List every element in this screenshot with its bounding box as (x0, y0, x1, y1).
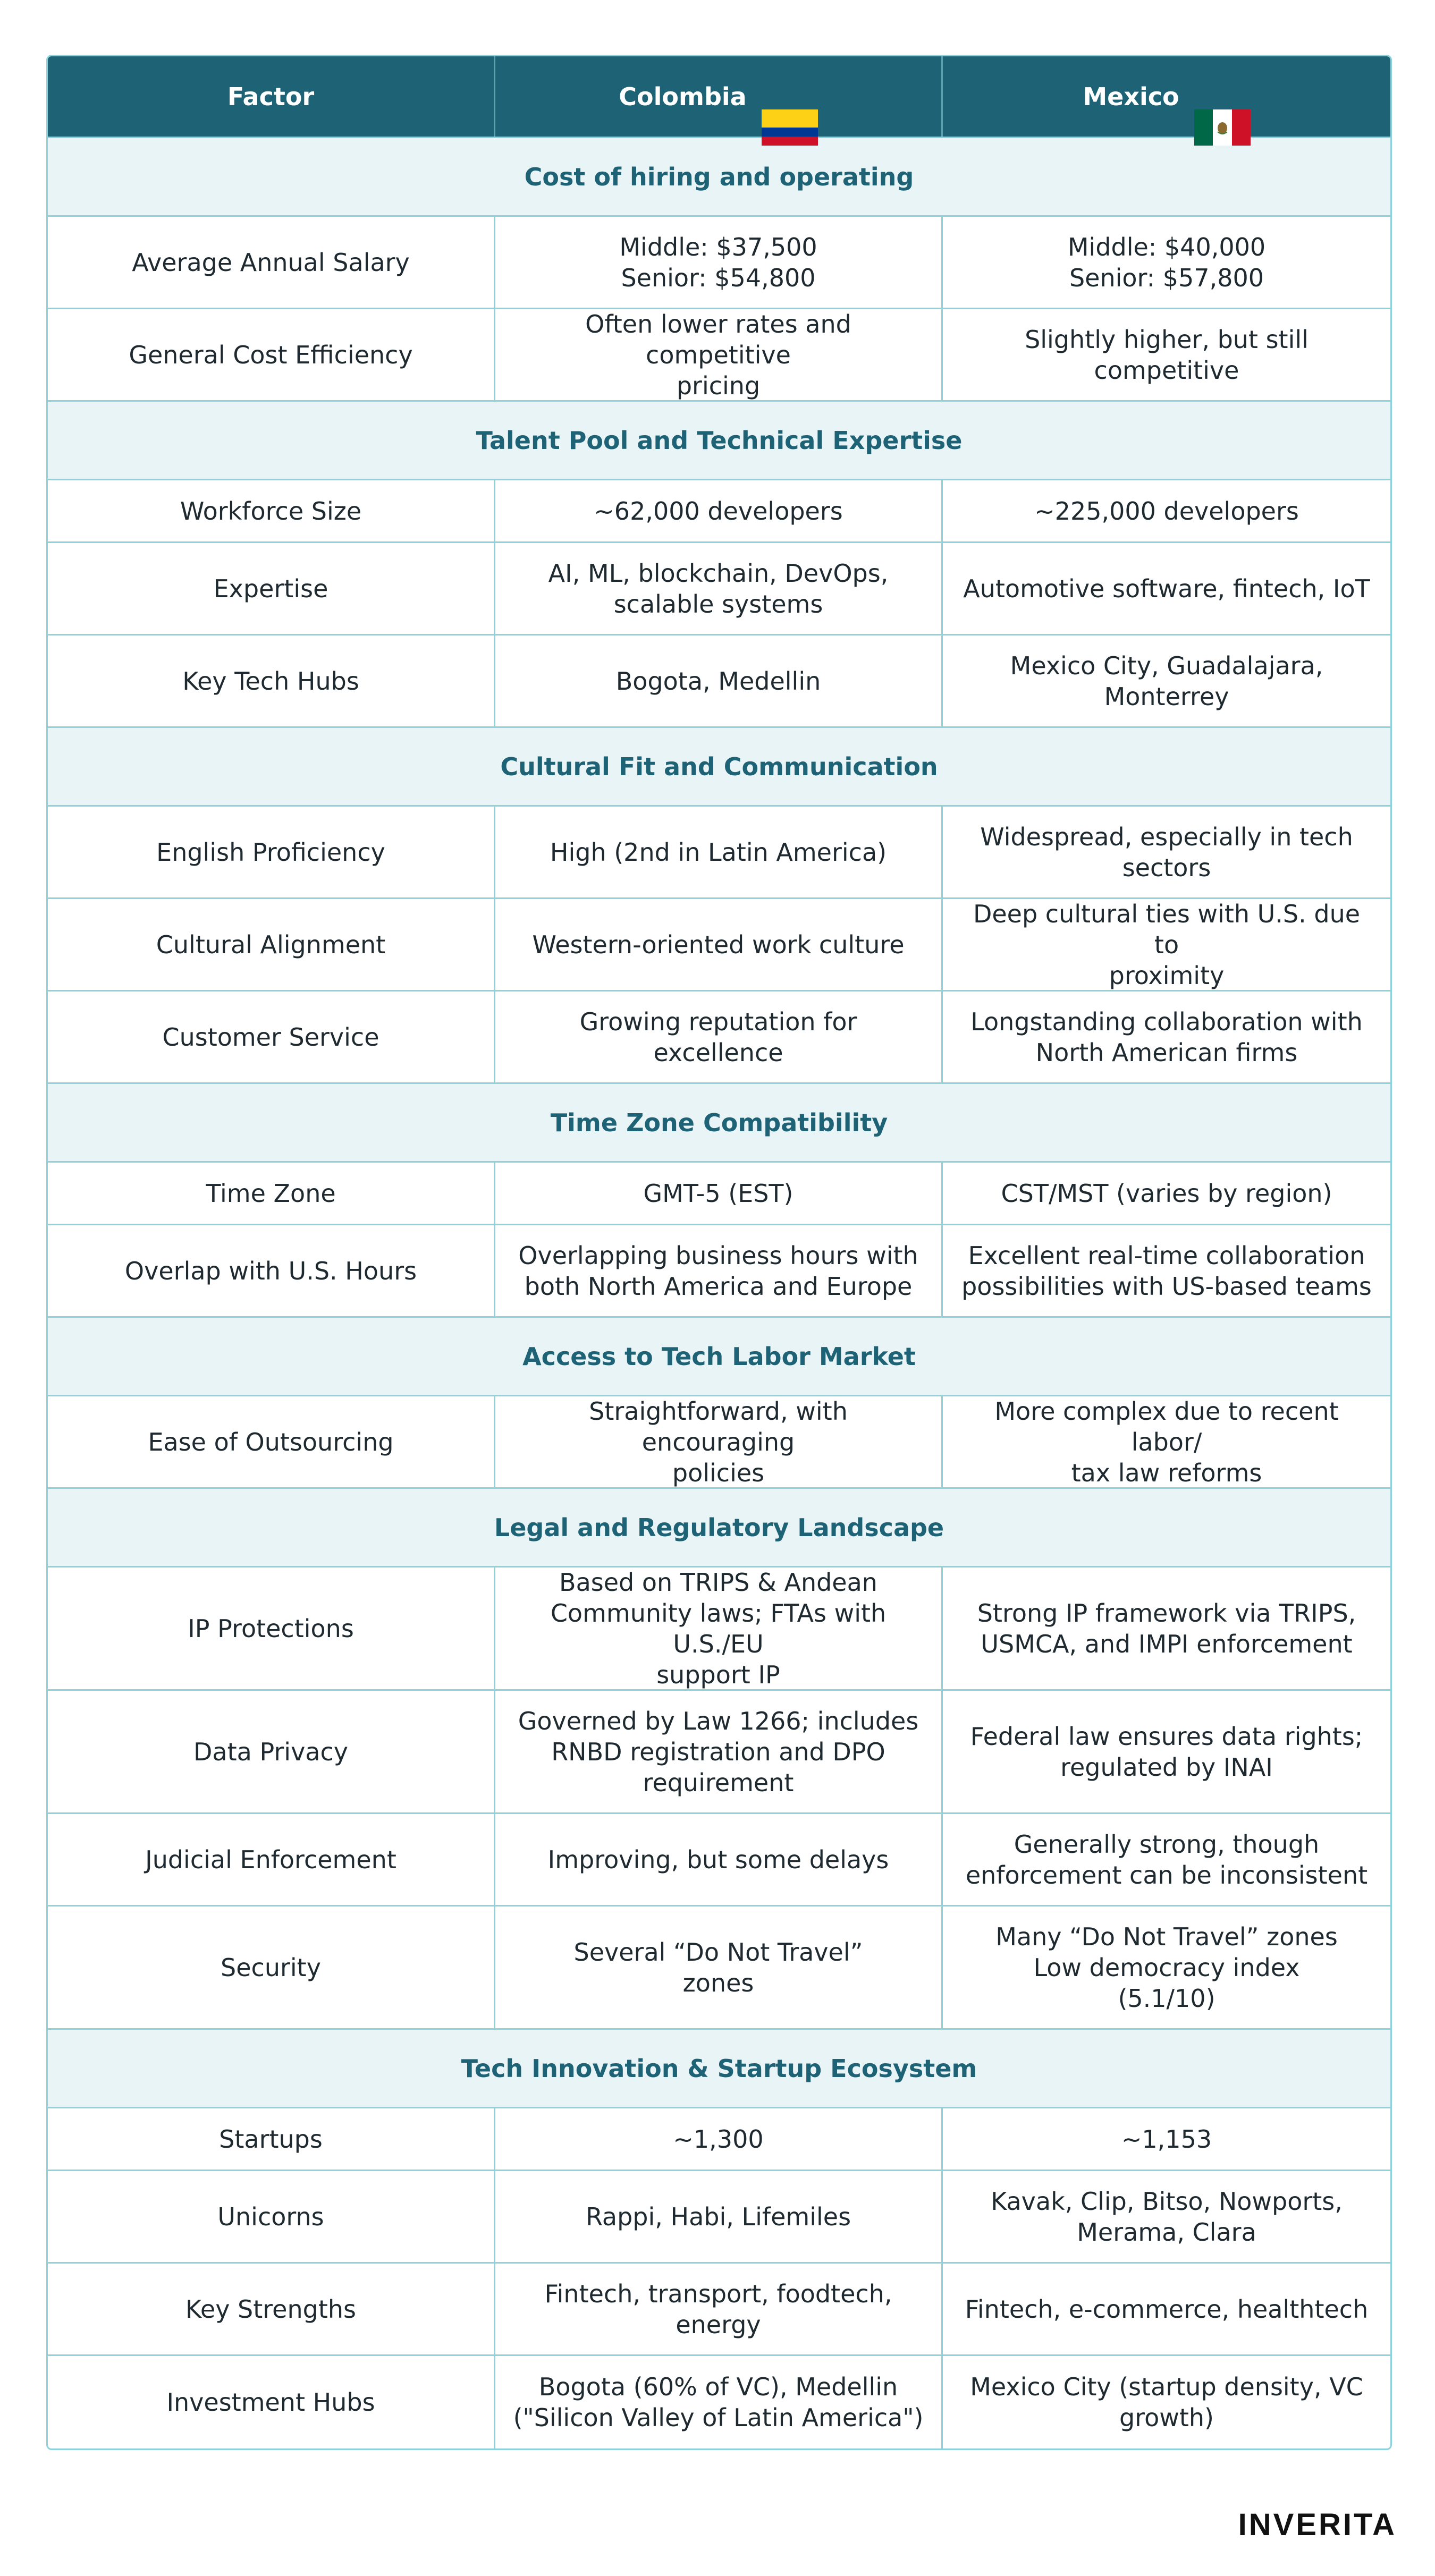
colombia-cell: Overlapping business hours with both North America and Europe (495, 1225, 943, 1316)
mexico-cell: Longstanding collaboration with North American firms (970, 1007, 1363, 1067)
mexico-cell: Kavak, Clip, Bitso, Nowports, Merama, Clara (991, 2187, 1343, 2247)
table-row (48, 309, 1390, 402)
factor-cell: Average Annual Salary (48, 217, 495, 308)
colombia-cell: Governed by Law 1266; includes RNBD registration and DPO requirement (495, 1691, 943, 1812)
table-row (48, 2171, 1390, 2264)
factor-cell: Key Strengths (48, 2264, 495, 2354)
mexico-cell: Generally strong, though enforcement can be inconsistent (965, 1829, 1368, 1889)
colombia-cell: Based on TRIPS & Andean Community laws; FTAs with U.S./EU support IP (495, 1567, 943, 1689)
inverita-logo: INVERITA (1238, 2507, 1397, 2542)
table-row (48, 2356, 1390, 2448)
table-row (48, 899, 1390, 992)
table-row (48, 2264, 1390, 2356)
section-header-row (48, 402, 1390, 480)
colombia-cell: Middle: $37,500 Senior: $54,800 (495, 217, 943, 308)
section-title: Legal and Regulatory Landscape (494, 1513, 944, 1542)
table-row (48, 1906, 1390, 2030)
factor-cell: Customer Service (48, 992, 495, 1082)
table-row (48, 2108, 1390, 2171)
section-title: Access to Tech Labor Market (522, 1342, 916, 1371)
table-body (48, 138, 1390, 2448)
section-title: Cost of hiring and operating (524, 162, 914, 191)
factor-cell: English Proficiency (48, 807, 495, 897)
factor-cell: Unicorns (48, 2171, 495, 2262)
colombia-cell: ~62,000 developers (495, 480, 943, 541)
mexico-cell: Federal law ensures data rights; regulated by INAI (970, 1722, 1363, 1782)
section-title: Time Zone Compatibility (550, 1108, 888, 1137)
table-header (48, 56, 1390, 138)
mexico-cell: Middle: $40,000 Senior: $57,800 (1067, 232, 1266, 292)
mexico-cell: Strong IP framework via TRIPS, USMCA, and IMPI enforcement (977, 1598, 1356, 1658)
section-header-row (48, 138, 1390, 217)
header-colombia-label: Colombia (619, 82, 747, 111)
mexico-cell: Deep cultural ties with U.S. due to proximity (973, 899, 1361, 990)
colombia-flag-icon (762, 79, 818, 115)
mexico-cell: Many “Do Not Travel” zones Low democracy index (5.1/10) (995, 1922, 1338, 2013)
table-row (48, 1396, 1390, 1489)
mexico-cell: Mexico City (startup density, VC growth) (970, 2372, 1363, 2432)
section-header-row (48, 1318, 1390, 1396)
mexico-cell: Mexico City, Guadalajara, Monterrey (1010, 651, 1323, 711)
mexico-cell: Automotive software, fintech, IoT (963, 574, 1370, 603)
factor-cell: Startups (48, 2108, 495, 2170)
table-row (48, 992, 1390, 1084)
mexico-cell: Widespread, especially in tech sectors (980, 822, 1353, 882)
mexico-cell: More complex due to recent labor/ tax law reforms (994, 1396, 1339, 1487)
header-factor (48, 56, 495, 137)
colombia-cell: Straightforward, with encouraging policies (495, 1396, 943, 1487)
table-row (48, 1163, 1390, 1225)
factor-cell: Cultural Alignment (48, 899, 495, 990)
mexico-cell: Slightly higher, but still competitive (1025, 325, 1309, 385)
mexico-cell: ~1,153 (1121, 2124, 1212, 2154)
factor-cell: Judicial Enforcement (48, 1814, 495, 1905)
table-row (48, 480, 1390, 543)
colombia-cell: Rappi, Habi, Lifemiles (495, 2171, 943, 2262)
factor-cell: Workforce Size (48, 480, 495, 541)
colombia-cell: AI, ML, blockchain, DevOps, scalable systems (495, 543, 943, 634)
factor-cell: Data Privacy (48, 1691, 495, 1812)
mexico-cell: Excellent real-time collaboration possibilities with US-based teams (961, 1241, 1372, 1301)
colombia-cell: Improving, but some delays (495, 1814, 943, 1905)
table-row (48, 1814, 1390, 1906)
section-title: Cultural Fit and Communication (500, 752, 938, 781)
colombia-cell: Often lower rates and competitive pricing (495, 309, 943, 400)
colombia-cell: Growing reputation for excellence (495, 992, 943, 1082)
colombia-cell: Bogota, Medellin (495, 635, 943, 726)
header-factor-label: Factor (227, 82, 315, 111)
table-row (48, 635, 1390, 728)
table-row (48, 1691, 1390, 1814)
colombia-cell: Fintech, transport, foodtech, energy (495, 2264, 943, 2354)
factor-cell: General Cost Efficiency (48, 309, 495, 400)
section-header-row (48, 1489, 1390, 1567)
colombia-cell: Western-oriented work culture (495, 899, 943, 990)
factor-cell: Time Zone (48, 1163, 495, 1224)
factor-cell: Investment Hubs (48, 2356, 495, 2448)
section-title: Talent Pool and Technical Expertise (476, 426, 963, 455)
mexico-cell: Fintech, e-commerce, healthtech (965, 2294, 1369, 2324)
factor-cell: Expertise (48, 543, 495, 634)
table-row (48, 543, 1390, 635)
comparison-table (46, 55, 1392, 2450)
table-row (48, 217, 1390, 309)
colombia-cell: GMT-5 (EST) (495, 1163, 943, 1224)
section-title: Tech Innovation & Startup Ecosystem (461, 2054, 977, 2083)
header-mexico (943, 56, 1390, 137)
factor-cell: Overlap with U.S. Hours (48, 1225, 495, 1316)
section-header-row (48, 1084, 1390, 1163)
colombia-cell: Bogota (60% of VC), Medellin ("Silicon Valley of Latin America") (495, 2356, 943, 2448)
section-header-row (48, 728, 1390, 807)
section-header-row (48, 2030, 1390, 2108)
factor-cell: Security (48, 1906, 495, 2028)
mexico-flag-icon (1194, 79, 1251, 115)
mexico-cell: ~225,000 developers (1034, 496, 1299, 526)
table-row (48, 1225, 1390, 1318)
header-mexico-label: Mexico (1083, 82, 1179, 111)
colombia-cell: High (2nd in Latin America) (495, 807, 943, 897)
header-colombia (495, 56, 943, 137)
mexico-cell: CST/MST (varies by region) (1001, 1179, 1332, 1208)
table-row (48, 1567, 1390, 1691)
colombia-cell: Several “Do Not Travel” zones (495, 1906, 943, 2028)
table-row (48, 807, 1390, 899)
colombia-cell: ~1,300 (495, 2108, 943, 2170)
factor-cell: Ease of Outsourcing (48, 1396, 495, 1487)
factor-cell: IP Protections (48, 1567, 495, 1689)
factor-cell: Key Tech Hubs (48, 635, 495, 726)
